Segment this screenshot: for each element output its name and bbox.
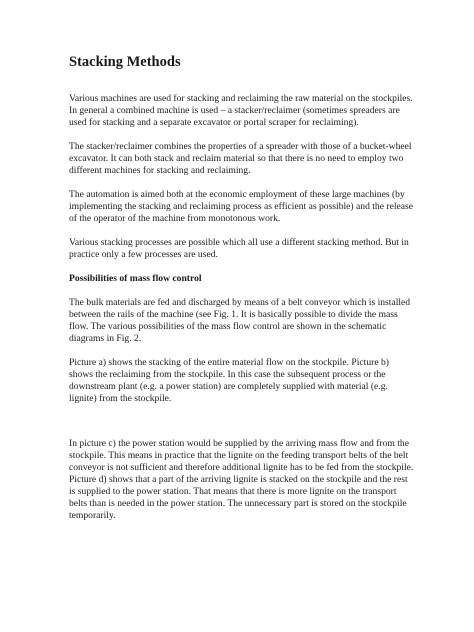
paragraph-belt-conveyor: The bulk materials are fed and discharged by means of a belt conveyor which is installed between the rails of the machine (see Fig. 1. It is basically possible to divide the mass flow. The various possibilities of the mass flow control are shown in the schematic diagrams in Fig. 2. [69,297,411,344]
section-heading-mass-flow: Possibilities of mass flow control [69,273,202,284]
paragraph-machines: Various machines are used for stacking and reclaiming the raw material on the stockpiles. In general a combined machine is used – a stacker/reclaimer (sometimes spreaders are used for stacking and a separate excavator or portal scraper for reclaiming). [69,93,413,128]
paragraph-stacker-reclaimer: The stacker/reclaimer combines the properties of a spreader with those of a bucket-wheel excavator. It can both stack and reclaim material so that there is no need to employ two different machines for stacking and reclaiming. [69,141,412,176]
paragraph-stacking-processes: Various stacking processes are possible which all use a different stacking method. But in practice only a few processes are used. [69,237,409,260]
document-page [69,52,414,534]
paragraph-pictures-a-b: Picture a) shows the stacking of the entire material flow on the stockpile. Picture b) shows the reclaiming from the stockpile. In this case the subsequent process or the downstream plant (e.g. a power station) are completely supplied with material (e.g. lignite) from the stockpile. [69,357,389,404]
paragraph-pictures-c-d: In picture c) the power station would be supplied by the arriving mass flow and from the stockpile. This means in practice that the lignite on the feeding transport belts of the belt conveyor is not sufficient and therefore additional lignite has to be fed from the stockpile. Picture d) shows that a part of the arriving lignite is stacked on the stockpile and the rest is supplied to the power station. That means that there is more lignite on the transport belts than is needed in the power station. The unnecessary part is stored on the stockpile temporarily. [69,438,414,521]
document-title: Stacking Methods [69,54,181,70]
paragraph-automation: The automation is aimed both at the economic employment of these large machines (by implementing the stacking and reclaiming process as efficient as possible) and the release of the operator of the machine from monotonous work. [69,189,414,224]
